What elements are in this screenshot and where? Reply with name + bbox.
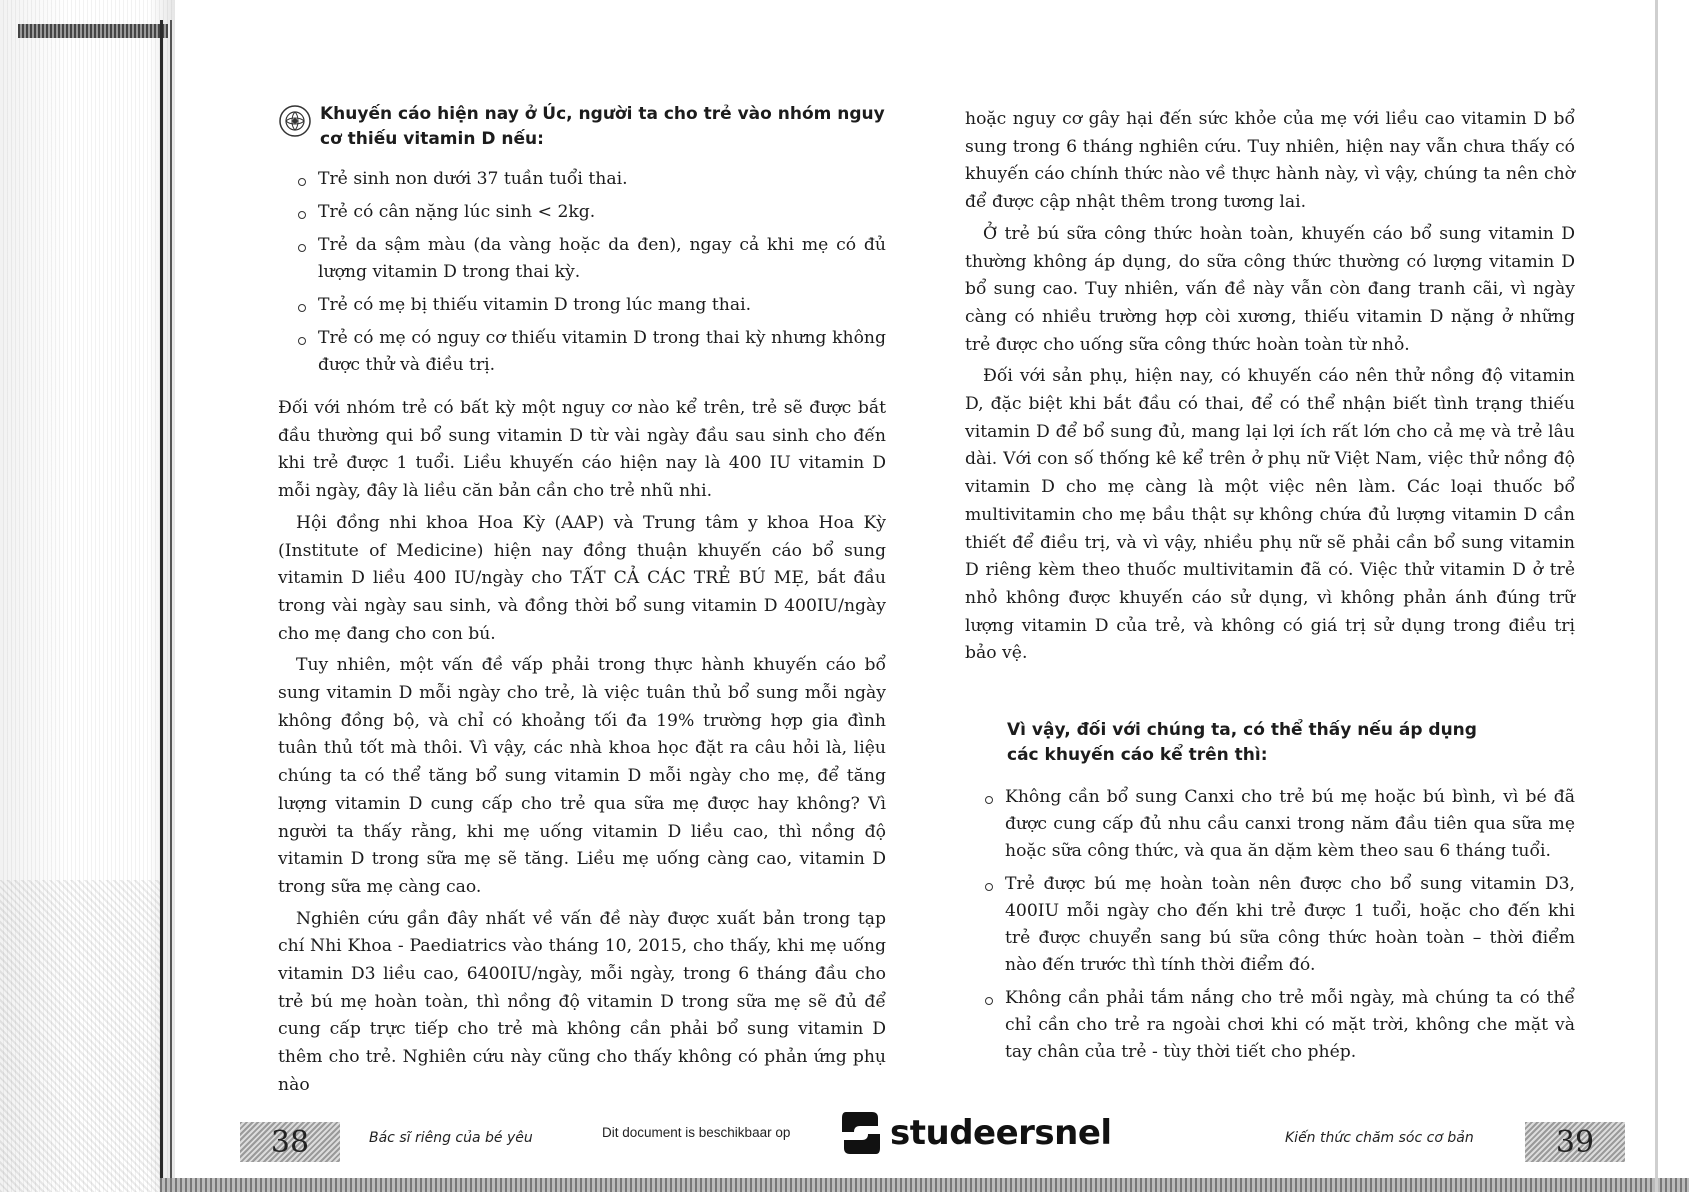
- paragraph: Đối với nhóm trẻ có bất kỳ một nguy cơ nào kể trên, trẻ sẽ được bắt đầu thường qui bổ sung vitamin D từ vài ngày đầu sau sinh cho đến khi trẻ được 1 tuổi. Liều khuyến cáo hiện nay là 400 IU vitamin D mỗi ngày, đây là liều căn bản cần cho trẻ nhũ nhi.: [278, 398, 886, 502]
- left-bullet-list: [278, 166, 886, 379]
- footer-title-right: Kiến thức chăm sóc cơ bản: [1285, 1130, 1474, 1146]
- studeersnel-logo[interactable]: [838, 1108, 1112, 1158]
- paragraph: Tuy nhiên, một vấn đề vấp phải trong thực hành khuyến cáo bổ sung vitamin D mỗi ngày cho trẻ, là việc tuân thủ bổ sung mỗi ngày không đồng bộ, và chỉ có khoảng tối đa 19% trường hợp gia đình tuân thủ tốt mà thôi. Vì vậy, các nhà khoa học đặt ra câu hỏi là, liệu chúng ta có thể tăng bổ sung vitamin D mỗi ngày cho mẹ, để tăng lượng vitamin D cung cấp cho trẻ qua sữa mẹ được hay không? Vì người ta thấy rằng, khi mẹ uống vitamin D liều cao, thì nồng độ vitamin D trong sữa mẹ sẽ tăng. Liều mẹ uống càng cao, vitamin D trong sữa mẹ càng cao.: [278, 655, 886, 897]
- paragraph: Nghiên cứu gần đây nhất về vấn đề này được xuất bản trong tạp chí Nhi Khoa - Paediatrics vào tháng 10, 2015, cho thấy, khi mẹ uống vitamin D3 liều cao, 6400IU/ngày, mỗi ngày, trong 6 tháng đầu cho trẻ bú mẹ hoàn toàn, thì nồng độ vitamin D trong sữa mẹ sẽ đủ để cung cấp trực tiếp cho trẻ mà không cần phải bổ sung vitamin D thêm cho trẻ. Nghiên cứu này cũng cho thấy không có phản ứng phụ nào: [278, 908, 886, 1095]
- gutter-line: [160, 20, 163, 1180]
- list-item: Trẻ có cân nặng lúc sinh < 2kg.: [296, 199, 886, 226]
- scan-top-bar: [18, 24, 168, 38]
- right-bullet-list: [965, 784, 1575, 1066]
- list-item: Không cần bổ sung Canxi cho trẻ bú mẹ hoặc bú bình, vì bé đã được cung cấp đủ nhu cầu canxi trong năm đầu tiên qua sữa mẹ hoặc sữa công thức, và qua ăn dặm kèm theo sau 6 tháng tuổi.: [983, 784, 1575, 865]
- paragraph: hoặc nguy cơ gây hại đến sức khỏe của mẹ với liều cao vitamin D bổ sung trong 6 tháng nghiên cứu. Tuy nhiên, hiện nay vẫn chưa thấy có khuyến cáo chính thức nào về thực hành này, vì vậy, chúng ta nên chờ để được cập nhật thêm trong tương lai.: [965, 109, 1575, 213]
- left-page-column: [278, 102, 886, 1100]
- list-item: Trẻ có mẹ bị thiếu vitamin D trong lúc mang thai.: [296, 292, 886, 319]
- paragraph: Hội đồng nhi khoa Hoa Kỳ (AAP) và Trung tâm y khoa Hoa Kỳ (Institute of Medicine) hiện nay đồng thuận khuyến cáo bổ sung vitamin D liều 400 IU/ngày cho TẤT CẢ CÁC TRẺ BÚ MẸ, bắt đầu trong vài ngày sau sinh, và đồng thời bổ sung vitamin D 400IU/ngày cho mẹ đang cho con bú.: [278, 512, 886, 644]
- list-item: Trẻ sinh non dưới 37 tuần tuổi thai.: [296, 166, 886, 193]
- footer-title-left: Bác sĩ riêng của bé yêu: [369, 1130, 533, 1146]
- brand-name: studeersnel: [890, 1113, 1112, 1153]
- list-item: Không cần phải tắm nắng cho trẻ mỗi ngày, mà chúng ta có thể chỉ cần cho trẻ ra ngoài chơi khi có mặt trời, không che mặt và tay chân của trẻ - tùy thời tiết cho phép.: [983, 985, 1575, 1066]
- studeersnel-logo-icon: [838, 1108, 884, 1158]
- paragraph: Đối với sản phụ, hiện nay, có khuyến cáo nên thử nồng độ vitamin D, đặc biệt khi bắt đầu có thai, để có thể nhận biết tình trạng thiếu vitamin D để bổ sung đủ, mang lại lợi ích rất lớn cho cả mẹ và trẻ lâu dài. Với con số thống kê kể trên ở phụ nữ Việt Nam, việc thử nồng độ vitamin D cho mẹ càng là một việc nên làm. Các loại thuốc bổ multivitamin cho mẹ bầu thật sự không chứa đủ lượng vitamin D cần thiết để điều trị, và vì vậy, nhiều phụ nữ sẽ phải cần bổ sung vitamin D riêng kèm theo thuốc multivitamin đã có. Việc thử vitamin D ở trẻ nhỏ không được khuyến cáo sử dụng, vì không phản ánh đúng trữ lượng vitamin D của trẻ, và không có giá trị sử dụng trong điều trị bảo vệ.: [965, 366, 1575, 664]
- right-heading: Vì vậy, đối với chúng ta, có thể thấy nếu áp dụng các khuyến cáo kể trên thì:: [1007, 720, 1477, 766]
- left-heading-box: [278, 102, 886, 152]
- page-number-right: 39: [1525, 1122, 1625, 1162]
- left-heading: Khuyến cáo hiện nay ở Úc, người ta cho trẻ vào nhóm nguy cơ thiếu vitamin D nếu:: [320, 104, 885, 149]
- scan-right-edge: [1655, 0, 1658, 1192]
- right-page-column: [965, 106, 1575, 1082]
- list-item: Trẻ được bú mẹ hoàn toàn nên được cho bổ sung vitamin D3, 400IU mỗi ngày cho đến khi trẻ được 1 tuổi, hoặc cho đến khi trẻ được chuyển sang bú sữa công thức hoàn toàn – thời điểm nào đến trước thì tính thời điểm đó.: [983, 871, 1575, 979]
- flower-icon: [278, 104, 312, 138]
- scan-bottom-strip: [160, 1178, 1689, 1192]
- scan-noise: [0, 880, 160, 1192]
- list-item: Trẻ có mẹ có nguy cơ thiếu vitamin D trong thai kỳ nhưng không được thử và điều trị.: [296, 325, 886, 379]
- list-item: Trẻ da sậm màu (da vàng hoặc da đen), ngay cả khi mẹ có đủ lượng vitamin D trong thai kỳ.: [296, 232, 886, 286]
- page-number-left: 38: [240, 1122, 340, 1162]
- paragraph: Ở trẻ bú sữa công thức hoàn toàn, khuyến cáo bổ sung vitamin D thường không áp dụng, do sữa công thức thường có lượng vitamin D bổ sung cao. Tuy nhiên, vấn đề này vẫn còn đang tranh cãi, vì ngày càng có nhiều trường hợp còi xương, thiếu vitamin D nặng ở những trẻ được cho uống sữa công thức hoàn toàn từ nhỏ.: [965, 223, 1575, 355]
- gutter-line: [170, 20, 172, 1180]
- watermark-note: Dit document is beschikbaar op: [602, 1125, 791, 1140]
